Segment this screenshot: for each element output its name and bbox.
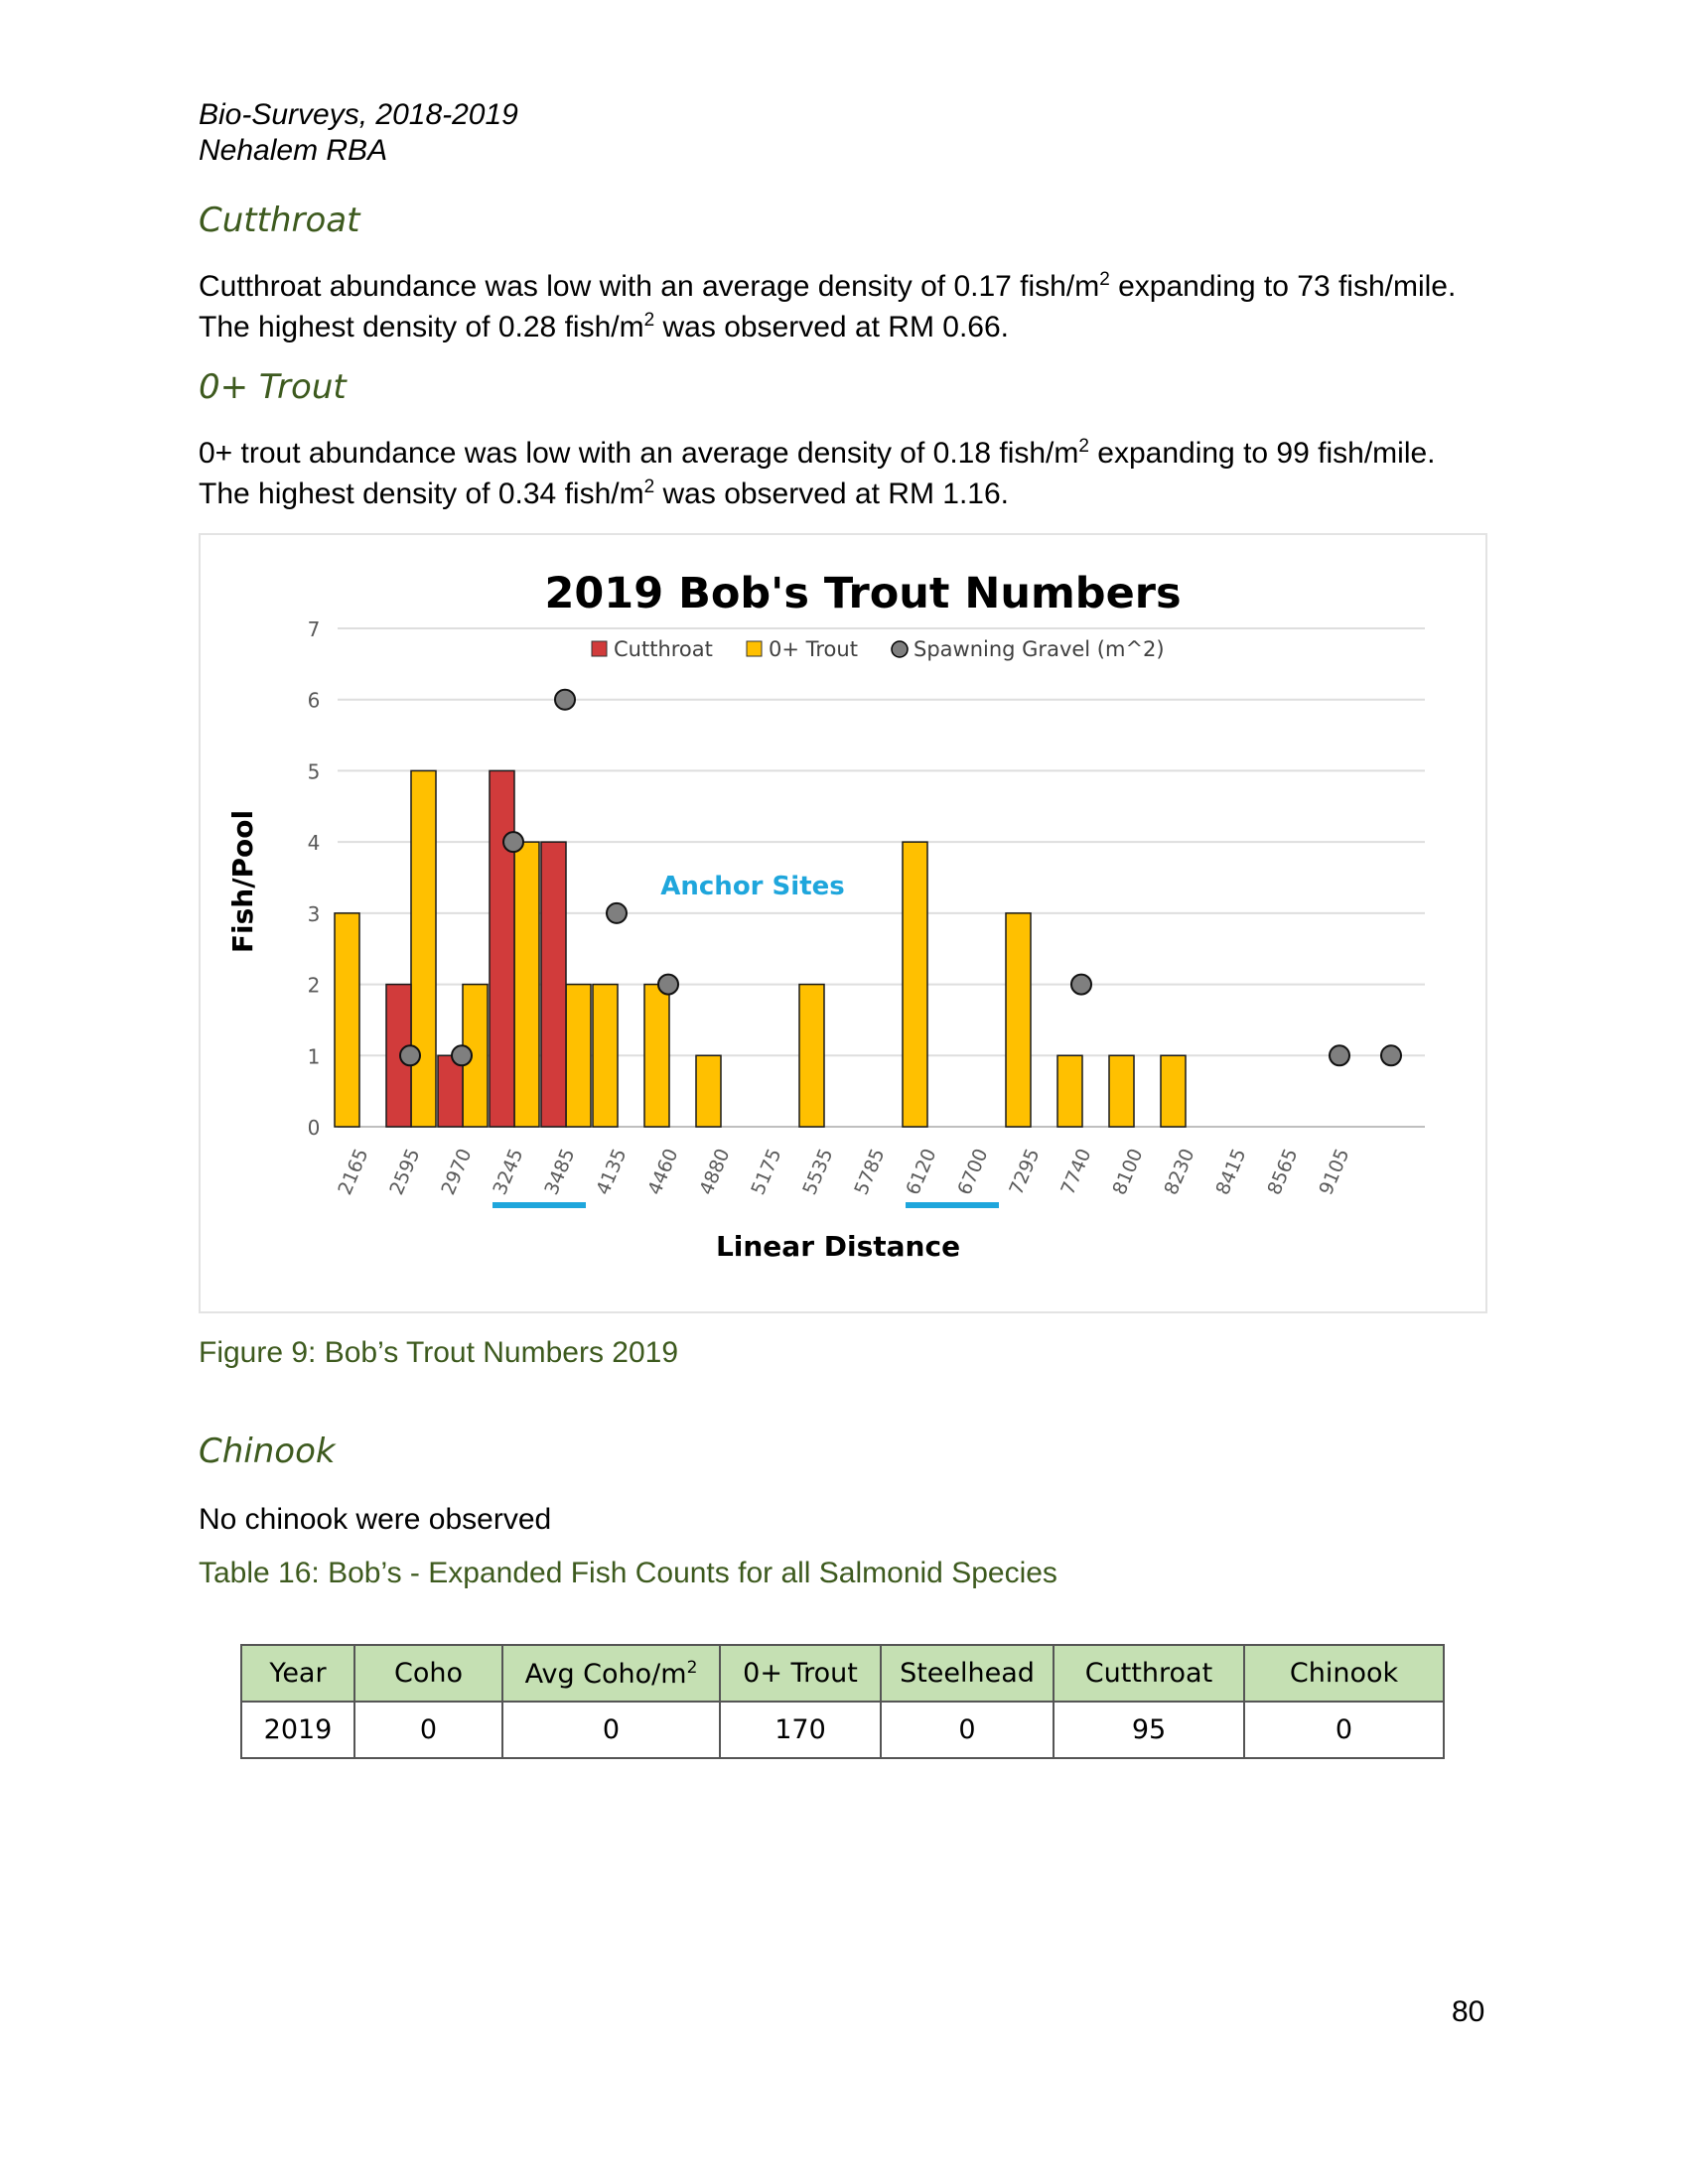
header-chinook: Chinook [1244,1645,1444,1702]
bar-trout-3245 [514,842,539,1127]
legend-label-1: 0+ Trout [769,637,858,661]
y-tick-label-3: 3 [307,901,321,926]
bar-trout-5535 [799,985,824,1127]
marker-gravel-7740 [1071,975,1091,995]
annotation-anchor-sites: Anchor Sites [660,872,845,901]
header-trout: 0+ Trout [720,1645,881,1702]
page-number: 80 [1452,1995,1485,2028]
chinook-text: No chinook were observed [199,1503,552,1536]
marker-gravel-9105 [1330,1045,1349,1065]
y-tick-label-5: 5 [307,759,321,784]
marker-gravel-3245 [503,832,523,852]
x-tick-label-7740: 7740 [1056,1145,1096,1198]
bar-trout-3485 [566,985,591,1127]
cell-cutthroat: 95 [1054,1702,1244,1758]
y-axis-label: Fish/Pool [226,809,259,954]
y-tick-label-1: 1 [307,1044,321,1069]
header-coho: Coho [354,1645,502,1702]
cell-year: 2019 [241,1702,354,1758]
legend-label-2: Spawning Gravel (m^2) [914,637,1165,661]
cell-trout: 170 [720,1702,881,1758]
legend-swatch-spawning-gravel [892,641,908,657]
marker-gravel-4460 [658,975,678,995]
cell-avg-coho: 0 [502,1702,720,1758]
x-tick-label-8100: 8100 [1108,1145,1148,1198]
x-tick-label-2595: 2595 [385,1145,425,1198]
bar-trout-4460 [644,985,669,1127]
y-tick-label-7: 7 [307,617,321,641]
section-title-chinook: Chinook [199,1432,336,1471]
bar-trout-8230 [1161,1055,1186,1127]
fish-counts-table [240,1644,1445,1759]
y-tick-label-6: 6 [307,688,321,713]
y-tick-label-4: 4 [307,831,321,856]
header-steelhead: Steelhead [881,1645,1054,1702]
header-avg-coho: Avg Coho/$m^2$ [502,1645,720,1702]
section-title-trout: 0+ Trout [199,367,347,407]
header-subtitle: Nehalem RBA [199,134,388,167]
x-tick-label-3245: 3245 [489,1145,528,1198]
figure-caption: Figure 9: Bob’s Trout Numbers 2019 [199,1336,679,1369]
legend-label-0: Cutthroat [614,637,713,661]
x-tick-label-6700: 6700 [953,1145,993,1198]
x-tick-label-3485: 3485 [540,1145,580,1198]
table-header-row [241,1645,1444,1702]
bar-trout-4135 [593,985,618,1127]
header-title: Bio-Surveys, 2018-2019 [199,98,518,131]
bar-trout-6120 [903,842,927,1127]
bar-trout-7295 [1006,913,1031,1127]
x-tick-label-5175: 5175 [747,1145,786,1198]
x-tick-label-4135: 4135 [592,1145,632,1198]
table-row [241,1702,1444,1758]
bar-trout-2165 [335,913,359,1127]
bar-trout-7740 [1057,1055,1082,1127]
marker-gravel-end [1381,1045,1401,1065]
x-tick-label-9105: 9105 [1315,1145,1354,1198]
cell-steelhead: 0 [881,1702,1054,1758]
bar-cutthroat-2970 [438,1055,463,1127]
header-year: Year [241,1645,354,1702]
x-tick-label-4460: 4460 [643,1145,683,1198]
x-tick-label-7295: 7295 [1005,1145,1045,1198]
x-tick-label-6120: 6120 [902,1145,941,1198]
x-tick-label-8230: 8230 [1160,1145,1199,1198]
marker-gravel-3485 [555,690,575,710]
cutthroat-paragraph: Cutthroat abundance was low with an average density of 0.17 fish/$m^2$ expanding to 73 fish/mile. The highest density of 0.28 fish/$m^2$ was observed at RM 0.66. [199,269,1457,343]
x-tick-label-2165: 2165 [334,1145,373,1198]
trout-paragraph: 0+ trout abundance was low with an average density of 0.18 fish/$m^2$ expanding to 99 fish/mile. The highest density of 0.34 fish/$m^2$ was observed at RM 1.16. [199,436,1436,510]
y-tick-label-0: 0 [307,1116,321,1140]
cell-coho: 0 [354,1702,502,1758]
bar-cutthroat-3485 [541,842,566,1127]
x-tick-label-8415: 8415 [1211,1145,1251,1198]
x-tick-label-8565: 8565 [1263,1145,1303,1198]
table-caption: Table 16: Bob’s - Expanded Fish Counts for all Salmonid Species [199,1557,1057,1589]
section-title-cutthroat: Cutthroat [199,201,360,240]
y-tick-label-2: 2 [307,973,321,998]
legend-swatch-1 [747,641,762,656]
legend-swatch-0 [592,641,607,656]
bar-trout-4880 [696,1055,721,1127]
cell-chinook: 0 [1244,1702,1444,1758]
bar-trout-2595 [411,770,436,1127]
x-axis-label: Linear Distance [715,1230,961,1263]
header-cutthroat: Cutthroat [1054,1645,1244,1702]
marker-gravel-2970 [452,1045,472,1065]
chart-title: 2019 Bob's Trout Numbers [544,569,1182,618]
bar-trout-8100 [1109,1055,1134,1127]
bar-cutthroat-3245 [490,770,514,1127]
x-tick-label-5785: 5785 [850,1145,890,1198]
marker-gravel-4135 [607,903,627,923]
x-tick-label-2970: 2970 [437,1145,477,1198]
x-tick-label-4880: 4880 [695,1145,735,1198]
x-tick-label-5535: 5535 [798,1145,838,1198]
marker-gravel-2595 [400,1045,420,1065]
